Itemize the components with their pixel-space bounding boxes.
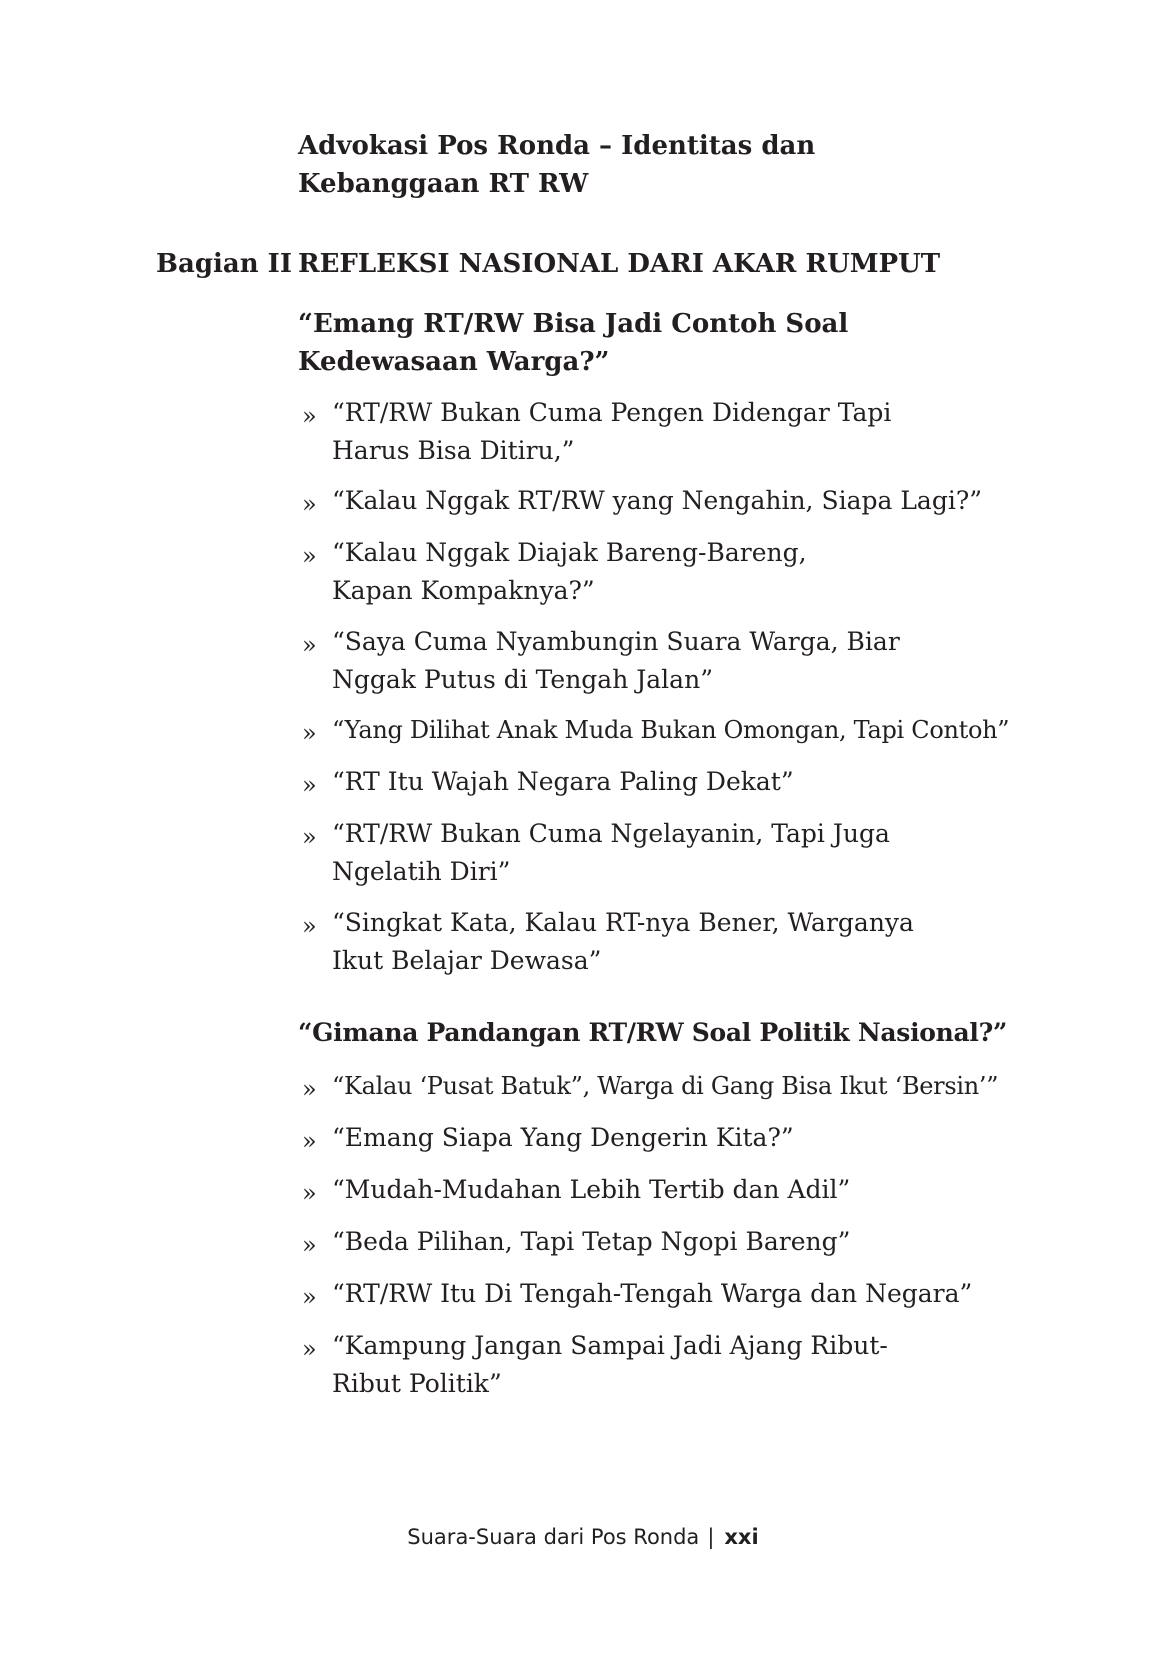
bullet-icon: » [302,912,317,940]
bullet-icon: » [302,719,317,747]
bullet-icon: » [302,1127,317,1155]
bullet-icon: » [302,823,317,851]
footer-separator: | [707,1525,715,1549]
subentry-title: “RT Itu Wajah Negara Paling Dekat” [332,767,794,796]
toc-entry-title: Advokasi Pos Ronda – Identitas dan Kebanggaan RT RW [298,131,816,199]
subentry-title: “Yang Dilihat Anak Muda Bukan Omongan, Tapi Contoh” [332,716,1010,744]
bullet-icon: » [302,1335,317,1363]
bullet-icon: » [302,1179,317,1207]
subentry-title: “Kalau Nggak RT/RW yang Nengahin, Siapa Lagi?” [332,486,983,515]
chapter-title: “Emang RT/RW Bisa Jadi Contoh Soal Kedewasaan Warga?” [298,309,849,377]
subentry-title: “RT/RW Bukan Cuma Ngelayanin, Tapi Juga Ngelatih Diri” [332,819,890,886]
part-title: REFLEKSI NASIONAL DARI AKAR RUMPUT [298,249,941,279]
subentry-title: “Kalau Nggak Diajak Bareng-Bareng, Kapan Kompaknya?” [332,538,807,605]
part-label: Bagian II [156,249,293,279]
subentry-title: “Beda Pilihan, Tapi Tetap Ngopi Bareng” [332,1227,851,1256]
bullet-icon: » [302,771,317,799]
subentry-title: “RT/RW Itu Di Tengah-Tengah Warga dan Negara” [332,1279,973,1308]
subentry-title: “Kalau ‘Pusat Batuk”, Warga di Gang Bisa Ikut ‘Bersin’” [332,1072,999,1100]
bullet-icon: » [302,402,317,430]
chapter-title: “Gimana Pandangan RT/RW Soal Politik Nasional?” [298,1018,1008,1047]
page-folio: xxi [724,1525,759,1549]
subentry-title: “Saya Cuma Nyambungin Suara Warga, Biar Nggak Putus di Tengah Jalan” [332,627,900,694]
bullet-icon: » [302,490,317,518]
bullet-icon: » [302,631,317,659]
subentry-title: “Singkat Kata, Kalau RT-nya Bener, Warganya Ikut Belajar Dewasa” [332,908,914,975]
subentry-title: “RT/RW Bukan Cuma Pengen Didengar Tapi Harus Bisa Ditiru,” [332,398,892,465]
subentry-title: “Emang Siapa Yang Dengerin Kita?” [332,1123,794,1152]
running-title: Suara-Suara dari Pos Ronda [407,1525,700,1549]
bullet-icon: » [302,1075,317,1103]
bullet-icon: » [302,1283,317,1311]
bullet-icon: » [302,1231,317,1259]
subentry-title: “Mudah-Mudahan Lebih Tertib dan Adil” [332,1175,851,1204]
subentry-title: “Kampung Jangan Sampai Jadi Ajang Ribut-Ribut Politik” [332,1331,888,1398]
bullet-icon: » [302,542,317,570]
page-footer [0,1522,1166,1552]
